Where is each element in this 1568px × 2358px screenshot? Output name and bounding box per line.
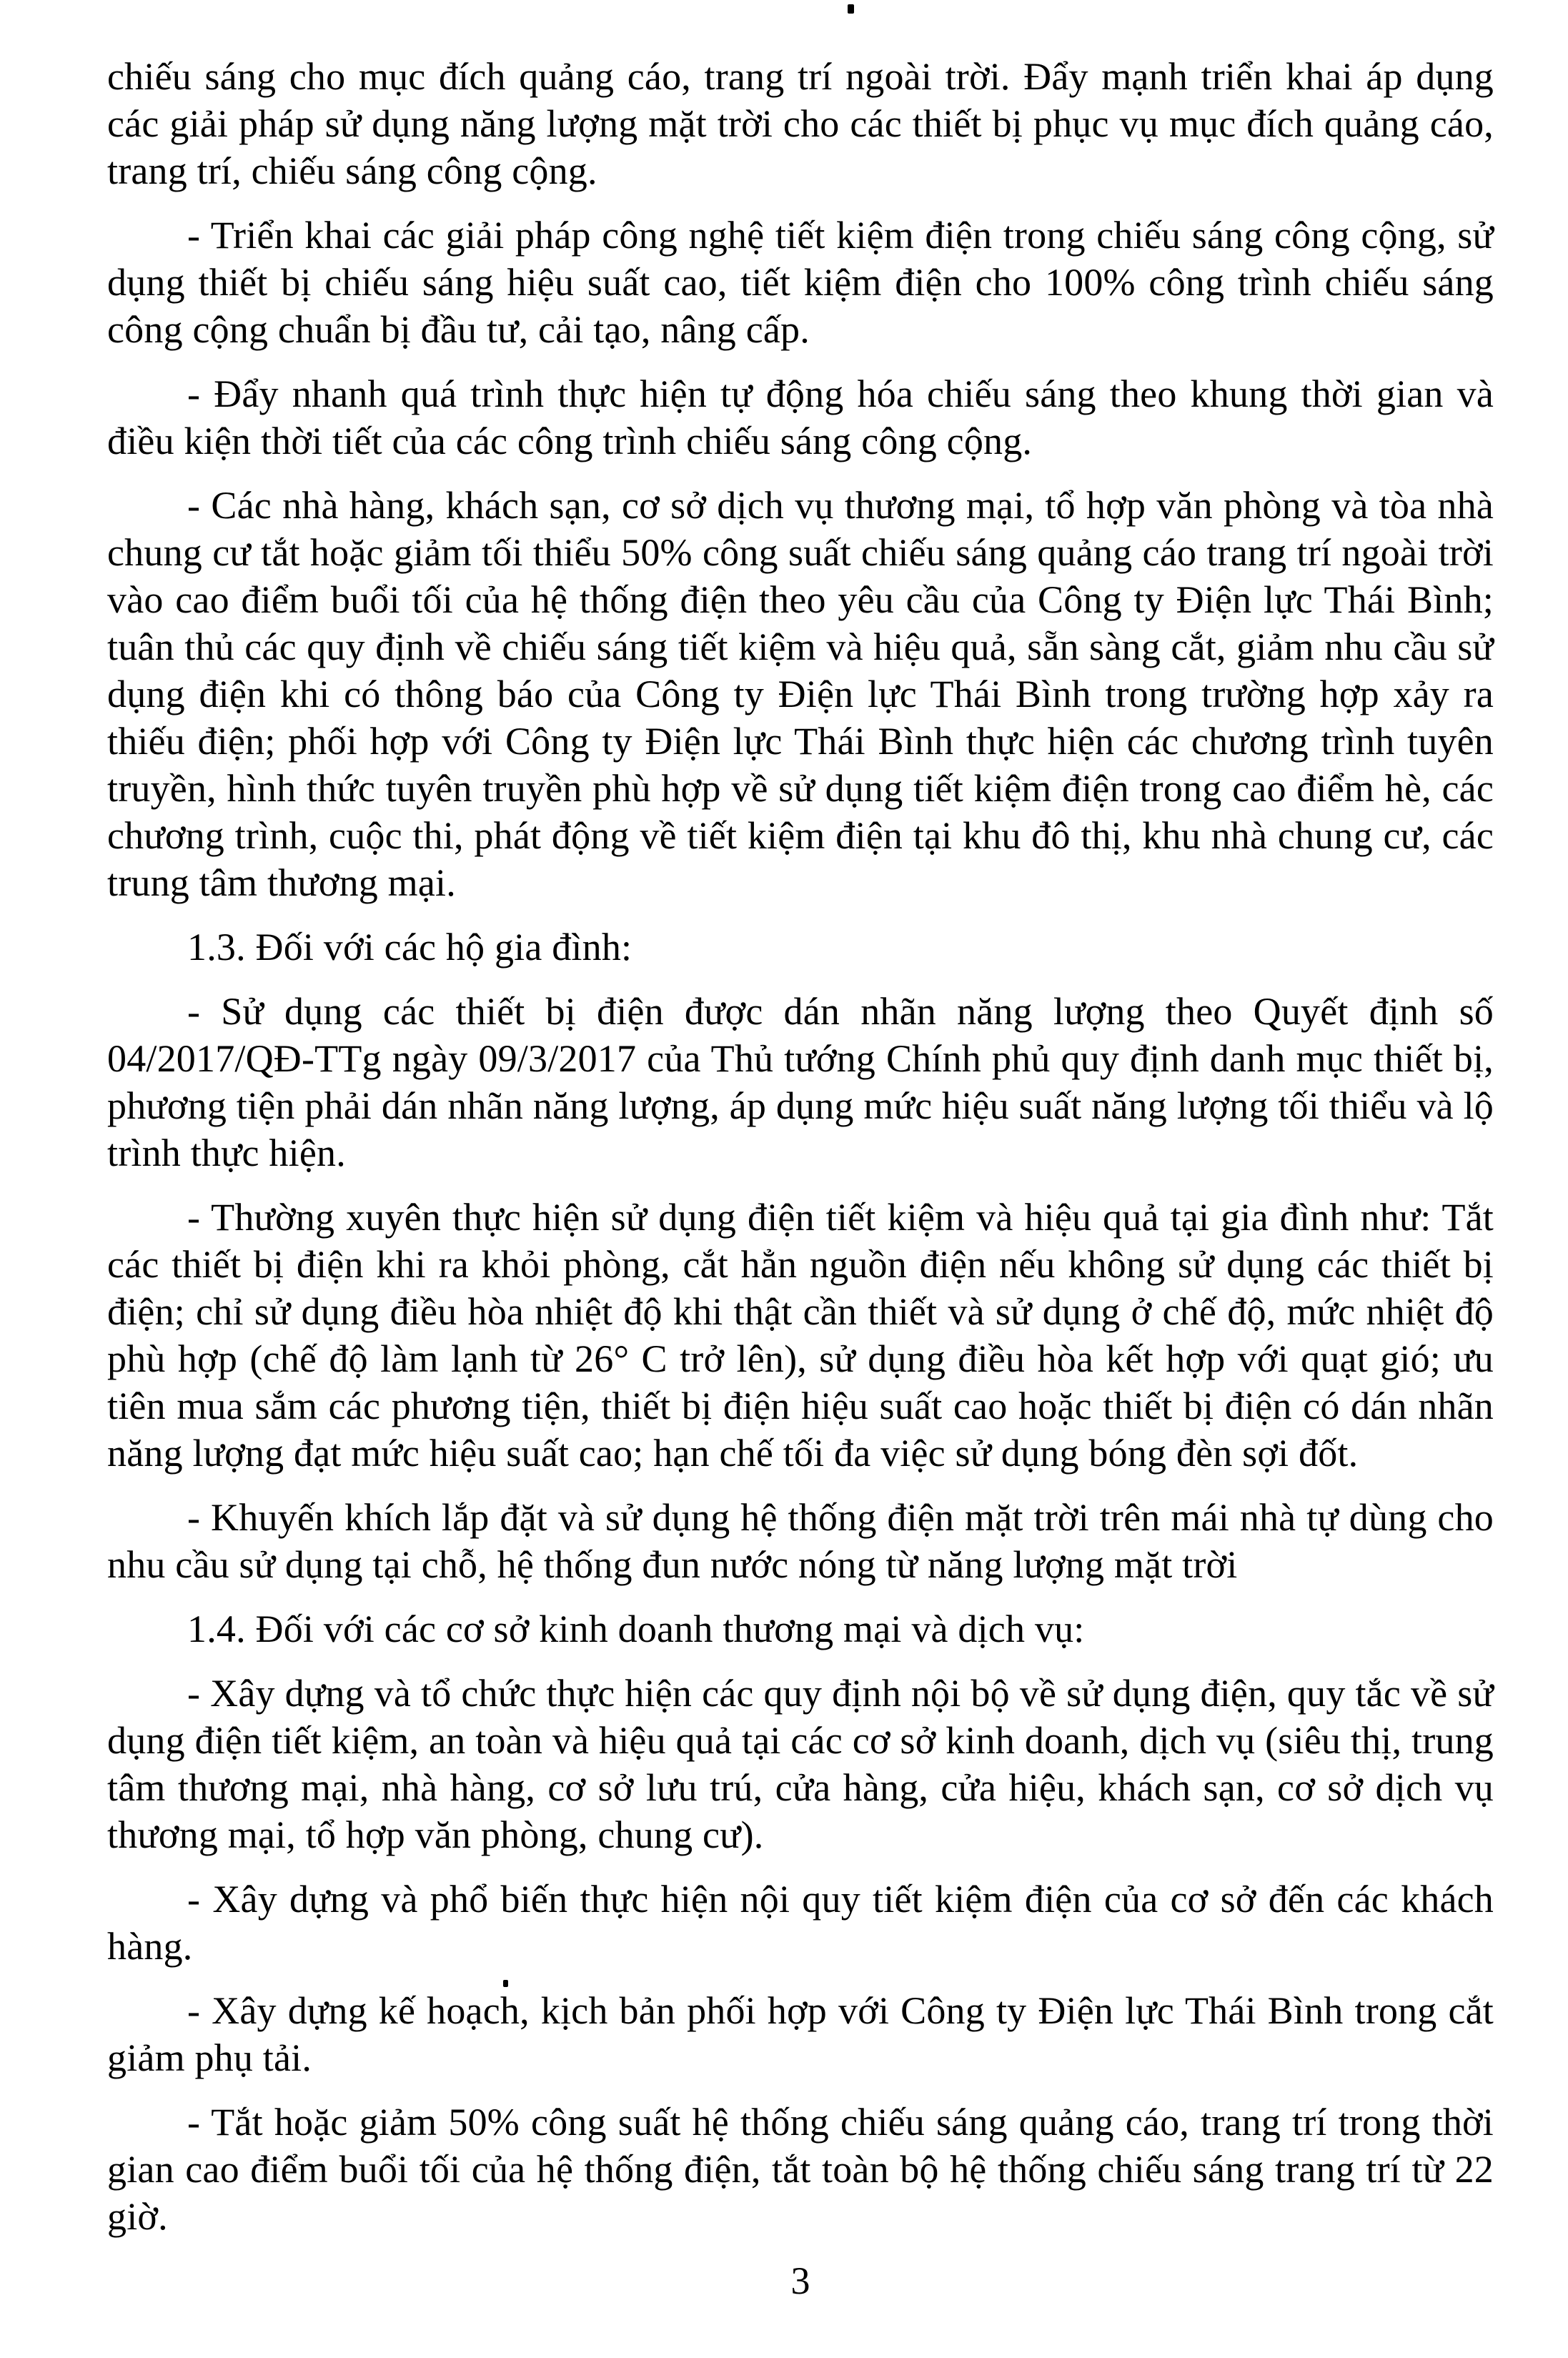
body-paragraph: - Các nhà hàng, khách sạn, cơ sở dịch vụ thương mại, tổ hợp văn phòng và tòa nhà chung cư tắt hoặc giảm tối thiểu 50% công suất chiếu sáng quảng cáo trang trí ngoài trời vào cao điểm buổi tối của hệ thống điện theo yêu cầu của Công ty Điện lực Thái Bình; tuân thủ các quy định về chiếu sáng tiết kiệm và hiệu quả, sẵn sàng cắt, giảm nhu cầu sử dụng điện khi có thông báo của Công ty Điện lực Thái Bình trong trường hợp xảy ra thiếu điện; phối hợp với Công ty Điện lực Thái Bình thực hiện các chương trình tuyên truyền, hình thức tuyên truyền phù hợp về sử dụng tiết kiệm điện trong cao điểm hè, các chương trình, cuộc thi, phát động về tiết kiệm điện tại khu đô thị, khu nhà chung cư, các trung tâm thương mại.: [107, 484, 1494, 904]
body-paragraph: - Tắt hoặc giảm 50% công suất hệ thống chiếu sáng quảng cáo, trang trí trong thời gian cao điểm buổi tối của hệ thống điện, tắt toàn bộ hệ thống chiếu sáng trang trí từ 22 giờ.: [107, 2101, 1494, 2238]
body-paragraph: - Thường xuyên thực hiện sử dụng điện tiết kiệm và hiệu quả tại gia đình như: Tắt các thiết bị điện khi ra khỏi phòng, cắt hẳn nguồn điện nếu không sử dụng các thiết bị điện; chỉ sử dụng điều hòa nhiệt độ khi thật cần thiết và sử dụng ở chế độ, mức nhiệt độ phù hợp (chế độ làm lạnh từ 26° C trở lên), sử dụng điều hòa kết hợp với quạt gió; ưu tiên mua sắm các phương tiện, thiết bị điện hiệu suất cao hoặc thiết bị điện có dán nhãn năng lượng đạt mức hiệu suất cao; hạn chế tối đa việc sử dụng bóng đèn sợi đốt.: [107, 1196, 1494, 1475]
body-paragraph: - Triển khai các giải pháp công nghệ tiết kiệm điện trong chiếu sáng công cộng, sử dụng thiết bị chiếu sáng hiệu suất cao, tiết kiệm điện cho 100% công trình chiếu sáng công cộng chuẩn bị đầu tư, cải tạo, nâng cấp.: [107, 214, 1494, 351]
body-paragraph: - Đẩy nhanh quá trình thực hiện tự động hóa chiếu sáng theo khung thời gian và điều kiện thời tiết của các công trình chiếu sáng công cộng.: [107, 372, 1494, 462]
body-paragraph: - Xây dựng và phổ biến thực hiện nội quy tiết kiệm điện của cơ sở đến các khách hàng.: [107, 1878, 1494, 1968]
body-paragraph: - Xây dựng và tổ chức thực hiện các quy định nội bộ về sử dụng điện, quy tắc về sử dụng điện tiết kiệm, an toàn và hiệu quả tại các cơ sở kinh doanh, dịch vụ (siêu thị, trung tâm thương mại, nhà hàng, cơ sở lưu trú, cửa hàng, cửa hiệu, khách sạn, cơ sở dịch vụ thương mại, tổ hợp văn phòng, chung cư).: [107, 1672, 1494, 1856]
body-paragraph: - Sử dụng các thiết bị điện được dán nhãn năng lượng theo Quyết định số 04/2017/QĐ-TTg ngày 09/3/2017 của Thủ tướng Chính phủ quy định danh mục thiết bị, phương tiện phải dán nhãn năng lượng, áp dụng mức hiệu suất năng lượng tối thiểu và lộ trình thực hiện.: [107, 990, 1494, 1174]
document-body: [107, 53, 1494, 2240]
body-paragraph: chiếu sáng cho mục đích quảng cáo, trang trí ngoài trời. Đẩy mạnh triển khai áp dụng các giải pháp sử dụng năng lượng mặt trời cho các thiết bị phục vụ mục đích quảng cáo, trang trí, chiếu sáng công cộng.: [107, 55, 1494, 192]
page-number: 3: [790, 2259, 810, 2302]
section-heading-1-4: 1.4. Đối với các cơ sở kinh doanh thương mại và dịch vụ:: [187, 1607, 1085, 1650]
body-paragraph: - Khuyến khích lắp đặt và sử dụng hệ thống điện mặt trời trên mái nhà tự dùng cho nhu cầu sử dụng tại chỗ, hệ thống đun nước nóng từ năng lượng mặt trời: [107, 1496, 1494, 1586]
section-heading-1-3: 1.3. Đối với các hộ gia đình:: [187, 926, 632, 969]
scan-artifact-dot-middle: [503, 1980, 508, 1987]
scan-artifact-dot-top: [848, 4, 854, 14]
body-paragraph: - Xây dựng kế hoạch, kịch bản phối hợp với Công ty Điện lực Thái Bình trong cắt giảm phụ tải.: [107, 1989, 1494, 2079]
